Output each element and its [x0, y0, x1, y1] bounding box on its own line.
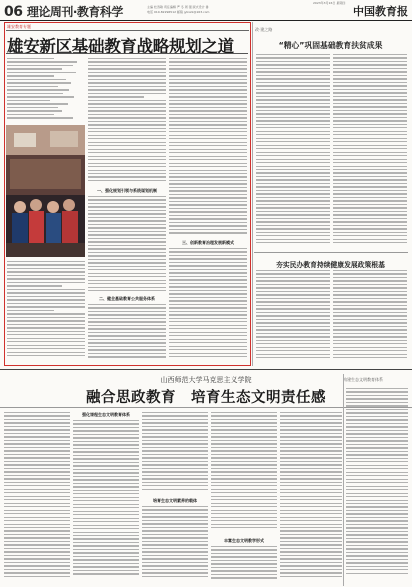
- feature-body-col2b: [88, 196, 166, 294]
- right2-body-col1: [256, 270, 330, 364]
- section-title: 理论周刊·教育科学: [26, 5, 123, 19]
- bottom-subhead-1: 强化课程生态文明教育体系: [82, 412, 130, 417]
- feature-body-col3a: [169, 58, 247, 238]
- contact-meta: 电话 010-82296512 邮箱 jykxzk@163.com: [147, 10, 210, 14]
- editor-meta: 主编 杜涛敏 责任编辑 严 冬 周 强 版式设计 鲁: [147, 5, 209, 9]
- bottom-body-col3a: [142, 412, 208, 496]
- feature-body-col2c: [88, 304, 166, 362]
- feature-subhead-3: 三、创新教育治理发展新模式: [182, 240, 234, 245]
- bottom-kicker: 山西师范大学马克思主义学院: [160, 376, 252, 384]
- bottom-section-rule: [0, 369, 412, 370]
- bottom-body-col3b: [142, 506, 208, 584]
- newspaper-masthead: 中国教育报: [353, 5, 408, 18]
- feature-subhead-1: 一、强化规划引领与系统谋划机制: [97, 188, 157, 193]
- right-headline-2[interactable]: 夯实民办教育持续健康发展政策根基: [276, 261, 385, 269]
- feature-section-tag: 雄安教育专题: [7, 24, 31, 29]
- issue-date: 2023年3月16日 星期四: [313, 1, 346, 5]
- right-section-tag: 改·建之路: [255, 27, 273, 32]
- right-body-col2: [333, 54, 407, 250]
- feature-body-col3b: [169, 248, 247, 362]
- right-body-col1: [256, 54, 330, 250]
- feature-photo: [6, 125, 85, 257]
- feature-byline-block: [7, 58, 85, 121]
- bottom-headline[interactable]: 融合思政教育 培育生态文明责任感: [86, 390, 326, 406]
- feature-subhead-2: 二、健全基础教育公共服务体系: [99, 296, 155, 301]
- column-divider: [252, 22, 253, 366]
- right2-body-col2: [333, 270, 407, 364]
- right-headline[interactable]: “精心”巩固基础教育扶贫成果: [278, 41, 383, 50]
- bottom-body-col5: [280, 412, 342, 584]
- bottom-body-col1: [4, 412, 70, 584]
- feature-headline[interactable]: 雄安新区基础教育战略规划之道: [7, 37, 234, 56]
- bottom-body-col6: [346, 388, 408, 584]
- bottom-subhead-3: 丰富生态文明教学形式: [224, 538, 264, 543]
- bottom-column-divider: [343, 374, 344, 586]
- bottom-right-tag: 构建生态文明教育体系: [343, 377, 383, 382]
- feature-headline-rule: [6, 53, 248, 54]
- header-rule: [0, 20, 412, 21]
- page-number: [4, 3, 123, 20]
- bottom-body-col4b: [211, 546, 277, 584]
- bottom-subhead-2: 培育生态文明素养的载体: [153, 498, 197, 503]
- page-number-value: 06: [4, 4, 23, 20]
- feature-body-col1b: [7, 261, 85, 361]
- feature-body-col2a: [88, 58, 166, 186]
- right-section-rule: [254, 252, 408, 253]
- bottom-body-col4a: [211, 412, 277, 536]
- feature-top-rule: [6, 30, 249, 31]
- page-header: [0, 0, 412, 22]
- bottom-body-col2: [73, 420, 139, 584]
